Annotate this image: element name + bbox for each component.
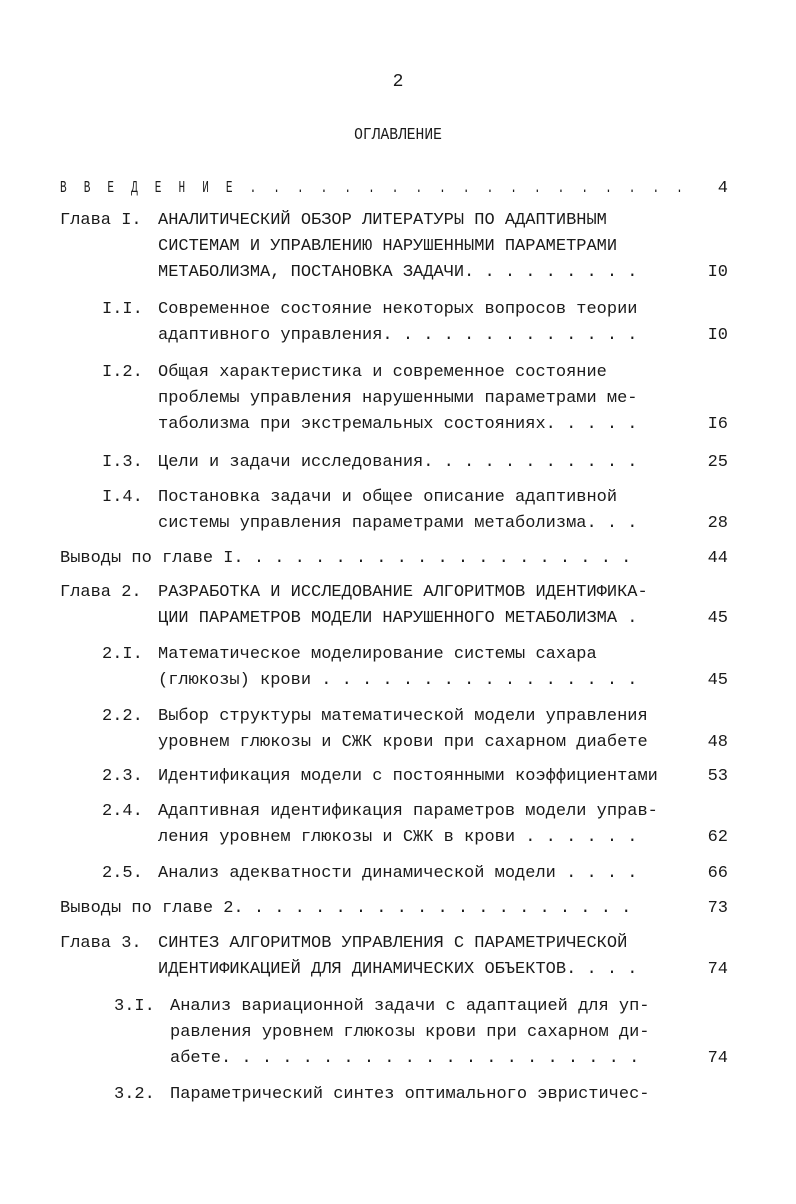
toc-entry-label: 2.5. (102, 864, 143, 883)
toc-entry (60, 580, 728, 632)
toc-entry-text: ления уровнем глюкозы и СЖК в крови . . . . . . (158, 828, 638, 847)
toc-entry-page: 4 (717, 179, 728, 198)
toc-entry-label: 2.I. (102, 645, 143, 664)
toc-entry-line (60, 323, 728, 349)
toc-entry-text: Выводы по главе 2. . . . . . . . . . . . . . . . . . . . (60, 899, 632, 918)
toc-entry-line (60, 546, 728, 572)
toc-entry-text: Анализ адекватности динамической модели . . . . (158, 864, 638, 883)
toc-entry-line (60, 861, 728, 887)
toc-entry (60, 485, 728, 537)
toc-entry-text: Адаптивная идентификация параметров модели управ- (158, 802, 658, 821)
toc-entry-line (60, 1046, 728, 1072)
toc-entry-page: I6 (707, 415, 728, 434)
toc-entry-line (60, 176, 728, 202)
toc-entry (60, 931, 728, 983)
toc-entry-label: Глава 3. (60, 934, 142, 953)
toc-entry-line (60, 580, 728, 606)
toc-entry-page: I0 (707, 326, 728, 345)
toc-entry-page: 48 (707, 733, 728, 752)
toc-entry-text: Выбор структуры математической модели управления (158, 707, 648, 726)
toc-entry (60, 176, 728, 202)
toc-entry-line (60, 1082, 728, 1108)
toc-entry-text: МЕТАБОЛИЗМА, ПОСТАНОВКА ЗАДАЧИ. . . . . . . . . (158, 263, 638, 282)
toc-entry-page: 28 (707, 514, 728, 533)
toc-entry-text: абете. . . . . . . . . . . . . . . . . . . . . (170, 1049, 640, 1068)
toc-entry-line (60, 208, 728, 234)
toc-entry (60, 994, 728, 1072)
toc-entry-text: РАЗРАБОТКА И ИССЛЕДОВАНИЕ АЛГОРИТМОВ ИДЕНТИФИКА- (158, 583, 648, 602)
toc-entry (60, 208, 728, 286)
toc-entry (60, 896, 728, 922)
toc-entry-text: АНАЛИТИЧЕСКИЙ ОБЗОР ЛИТЕРАТУРЫ ПО АДАПТИВНЫМ (158, 211, 607, 230)
toc-entry-text: проблемы управления нарушенными параметрами ме- (158, 389, 638, 408)
toc-entry-label: I.3. (102, 453, 143, 472)
toc-entry-line (60, 1020, 728, 1046)
toc-entry-text: Параметрический синтез оптимального эвристичес- (170, 1085, 650, 1104)
toc-entry-text: равления уровнем глюкозы крови при сахарном ди- (170, 1023, 650, 1042)
toc-entry-line (60, 931, 728, 957)
toc-entry-page: 73 (707, 899, 728, 918)
toc-title: ОГЛАВЛЕНИЕ (354, 126, 442, 145)
toc-entry-line (60, 799, 728, 825)
toc-entry-text: Математическое моделирование системы сахара (158, 645, 597, 664)
toc-entry-text: Выводы по главе I. . . . . . . . . . . . . . . . . . . . (60, 549, 632, 568)
toc-entry-text: СИНТЕЗ АЛГОРИТМОВ УПРАВЛЕНИЯ С ПАРАМЕТРИЧЕСКОЙ (158, 934, 628, 953)
toc-entry-label: 2.3. (102, 767, 143, 786)
toc-entry (60, 764, 728, 790)
toc-entry-line (60, 606, 728, 632)
toc-entry-line (60, 234, 728, 260)
toc-entry-line (60, 450, 728, 476)
toc-entry-text: таболизма при экстремальных состояниях. . . . . (158, 415, 638, 434)
toc-entry (60, 799, 728, 851)
toc-entry-line (60, 485, 728, 511)
toc-entry-line (60, 704, 728, 730)
toc-entry-line (60, 412, 728, 438)
toc-entry-page: 45 (707, 671, 728, 690)
toc-entry-label: I.4. (102, 488, 143, 507)
toc-entry-page: 45 (707, 609, 728, 628)
toc-entry-label: Глава 2. (60, 583, 142, 602)
toc-entry-line (60, 668, 728, 694)
toc-entry-page: 66 (707, 864, 728, 883)
toc-entry-line (60, 642, 728, 668)
toc-entry-line (60, 825, 728, 851)
toc-entry-text: ИДЕНТИФИКАЦИЕЙ ДЛЯ ДИНАМИЧЕСКИХ ОБЪЕКТОВ. . . . (158, 960, 638, 979)
toc-entry-text: СИСТЕМАМ И УПРАВЛЕНИЮ НАРУШЕННЫМИ ПАРАМЕТРАМИ (158, 237, 618, 256)
toc-entry-text: Современное состояние некоторых вопросов теории (158, 300, 638, 319)
toc-entry-label: 3.I. (114, 997, 155, 1016)
toc-entry-page: 53 (707, 767, 728, 786)
toc-entry-line (60, 994, 728, 1020)
toc-entry-line (60, 764, 728, 790)
toc-entry-page: 62 (707, 828, 728, 847)
toc-entry-text: Цели и задачи исследования. . . . . . . . . . . (158, 453, 638, 472)
toc-entry (60, 642, 728, 694)
toc-entry (60, 546, 728, 572)
toc-entry-text: В В Е Д Е Н И Е . . . . . . . . . . . . . . . . . . . (60, 179, 689, 198)
toc-entry-line (60, 360, 728, 386)
toc-entry-text: Анализ вариационной задачи с адаптацией для уп- (170, 997, 650, 1016)
toc-entry-text: уровнем глюкозы и СЖК крови при сахарном диабете (158, 733, 648, 752)
toc-entry-page: 25 (707, 453, 728, 472)
toc-entry-line (60, 511, 728, 537)
toc-entry (60, 360, 728, 438)
toc-entry-page: 74 (707, 1049, 728, 1068)
toc-entry-text: ЦИИ ПАРАМЕТРОВ МОДЕЛИ НАРУШЕННОГО МЕТАБОЛИЗМА . (158, 609, 638, 628)
toc-entry-line (60, 957, 728, 983)
toc-entry-line (60, 386, 728, 412)
toc-entry-line (60, 297, 728, 323)
toc-entry-page: 74 (707, 960, 728, 979)
toc-entry (60, 861, 728, 887)
toc-entry-text: Общая характеристика и современное состояние (158, 363, 607, 382)
toc-entry-text: Идентификация модели с постоянными коэффициентами (158, 767, 658, 786)
toc-entry-line (60, 730, 728, 756)
toc-entry-page: I0 (707, 263, 728, 282)
toc-entry (60, 297, 728, 349)
toc-entry-line (60, 260, 728, 286)
toc-entry-label: 2.4. (102, 802, 143, 821)
toc-entry-label: 3.2. (114, 1085, 155, 1104)
toc-entry-line (60, 896, 728, 922)
toc-entry-text: системы управления параметрами метаболизма. . . (158, 514, 638, 533)
toc-entry (60, 450, 728, 476)
page-number: 2 (392, 72, 404, 92)
toc-entry-label: I.I. (102, 300, 143, 319)
toc-entry (60, 1082, 728, 1108)
toc-entry-label: I.2. (102, 363, 143, 382)
toc-entry-label: Глава I. (60, 211, 142, 230)
toc-entry (60, 704, 728, 756)
toc-entry-page: 44 (707, 549, 728, 568)
toc-entry-text: адаптивного управления. . . . . . . . . . . . . (158, 326, 638, 345)
toc-entry-label: 2.2. (102, 707, 143, 726)
toc-entry-text: Постановка задачи и общее описание адаптивной (158, 488, 618, 507)
toc-entry-text: (глюкозы) крови . . . . . . . . . . . . . . . . (158, 671, 638, 690)
